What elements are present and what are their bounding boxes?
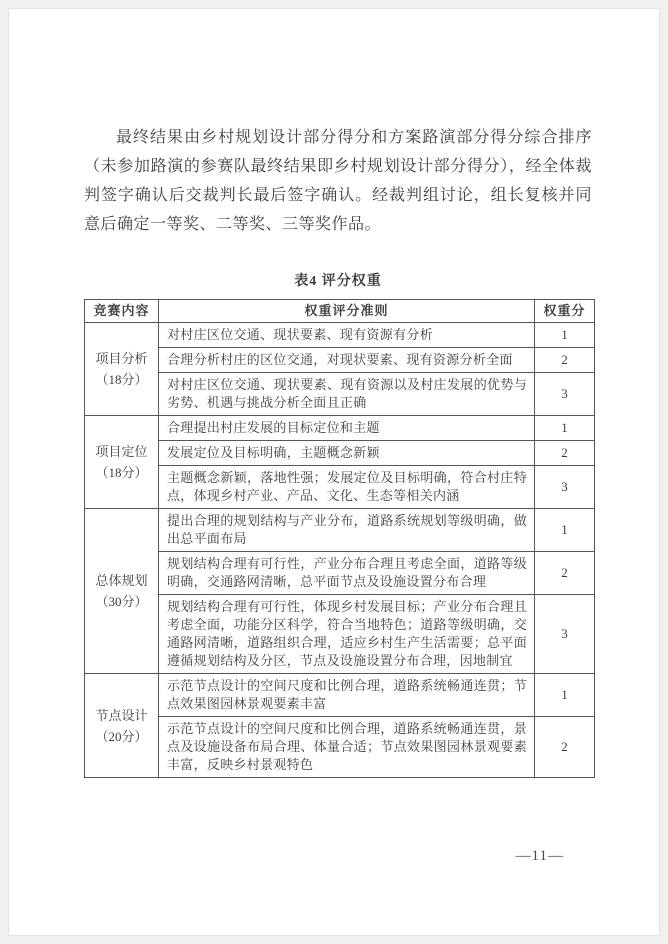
col-header-criteria: 权重评分准则 xyxy=(159,300,535,323)
table-row xyxy=(85,323,595,348)
page-number: —11— xyxy=(515,848,564,864)
criteria-cell: 示范节点设计的空间尺度和比例合理，道路系统畅通连贯；节点效果图园林景观要素丰富 xyxy=(159,674,535,717)
scoring-weight-table xyxy=(84,299,595,778)
category-cell-node-design xyxy=(85,674,159,778)
category-cell-project-positioning xyxy=(85,416,159,509)
weight-cell: 1 xyxy=(535,674,595,717)
weight-cell: 1 xyxy=(535,509,595,552)
criteria-cell: 规划结构合理有可行性，体现乡村发展目标；产业分布合理且考虑全面，功能分区科学，符合当地特色；道路等级明确，交通路网清晰，道路组织合理，适应乡村生产生活需要；总平面遵循规划结构及分区，节点及设施设置分布合理，因地制宜 xyxy=(159,595,535,674)
weight-cell: 1 xyxy=(535,323,595,348)
weight-cell: 2 xyxy=(535,348,595,373)
category-score: （20分） xyxy=(95,728,148,744)
category-score: （30分） xyxy=(95,594,148,609)
weight-cell: 3 xyxy=(535,373,595,416)
criteria-cell: 主题概念新颖，落地性强；发展定位及目标明确，符合村庄特点，体现乡村产业、产品、文化、生态等相关内涵 xyxy=(159,466,535,509)
criteria-cell: 合理分析村庄的区位交通，对现状要素、现有资源分析全面 xyxy=(159,348,535,373)
table-row xyxy=(85,674,595,717)
category-score: （18分） xyxy=(95,465,148,480)
criteria-cell: 对村庄区位交通、现状要素、现有资源有分析 xyxy=(159,323,535,348)
criteria-cell: 规划结构合理有可行性，产业分布合理且考虑全面，道路等级明确，交通路网清晰，总平面节点及设施设置分布合理 xyxy=(159,552,535,595)
page-content xyxy=(9,9,659,778)
weight-cell: 2 xyxy=(535,552,595,595)
category-name: 项目定位 xyxy=(95,444,148,459)
table-row xyxy=(85,416,595,441)
criteria-cell: 对村庄区位交通、现状要素、现有资源以及村庄发展的优势与劣势、机遇与挑战分析全面且正确 xyxy=(159,373,535,416)
table-row xyxy=(85,441,595,466)
weight-cell: 2 xyxy=(535,441,595,466)
criteria-cell: 发展定位及目标明确，主题概念新颖 xyxy=(159,441,535,466)
col-header-category: 竞赛内容 xyxy=(85,300,159,323)
weight-cell: 2 xyxy=(535,717,595,778)
body-paragraph: 最终结果由乡村规划设计部分得分和方案路演部分得分综合排序（未参加路演的参赛队最终结果即乡村规划设计部分得分），经全体裁判签字确认后交裁判长最后签字确认。经裁判组讨论，组长复核并同意后确定一等奖、二等奖、三等奖作品。 xyxy=(84,129,592,233)
category-name: 节点设计 xyxy=(95,707,148,723)
category-name: 项目分析 xyxy=(95,351,148,366)
category-cell-overall-planning xyxy=(85,509,159,674)
table-row xyxy=(85,348,595,373)
table-row xyxy=(85,552,595,595)
document-page xyxy=(8,8,660,936)
table-row xyxy=(85,717,595,778)
criteria-cell: 示范节点设计的空间尺度和比例合理，道路系统畅通连贯，景点及设施设备布局合理、体量合适；节点效果图园林景观要素丰富，反映乡村景观特色 xyxy=(159,717,535,778)
category-score: （18分） xyxy=(95,372,148,387)
col-header-weight: 权重分 xyxy=(535,300,595,323)
table-row xyxy=(85,595,595,674)
table-row xyxy=(85,509,595,552)
weight-cell: 3 xyxy=(535,595,595,674)
table-row xyxy=(85,466,595,509)
category-cell-project-analysis xyxy=(85,323,159,416)
criteria-cell: 提出合理的规划结构与产业分布，道路系统规划等级明确，做出总平面布局 xyxy=(159,509,535,552)
category-name: 总体规划 xyxy=(95,573,148,588)
table-header-row xyxy=(85,300,595,323)
weight-cell: 3 xyxy=(535,466,595,509)
weight-cell: 1 xyxy=(535,416,595,441)
table-row xyxy=(85,373,595,416)
criteria-cell: 合理提出村庄发展的目标定位和主题 xyxy=(159,416,535,441)
table-caption: 表4 评分权重 xyxy=(294,274,382,289)
